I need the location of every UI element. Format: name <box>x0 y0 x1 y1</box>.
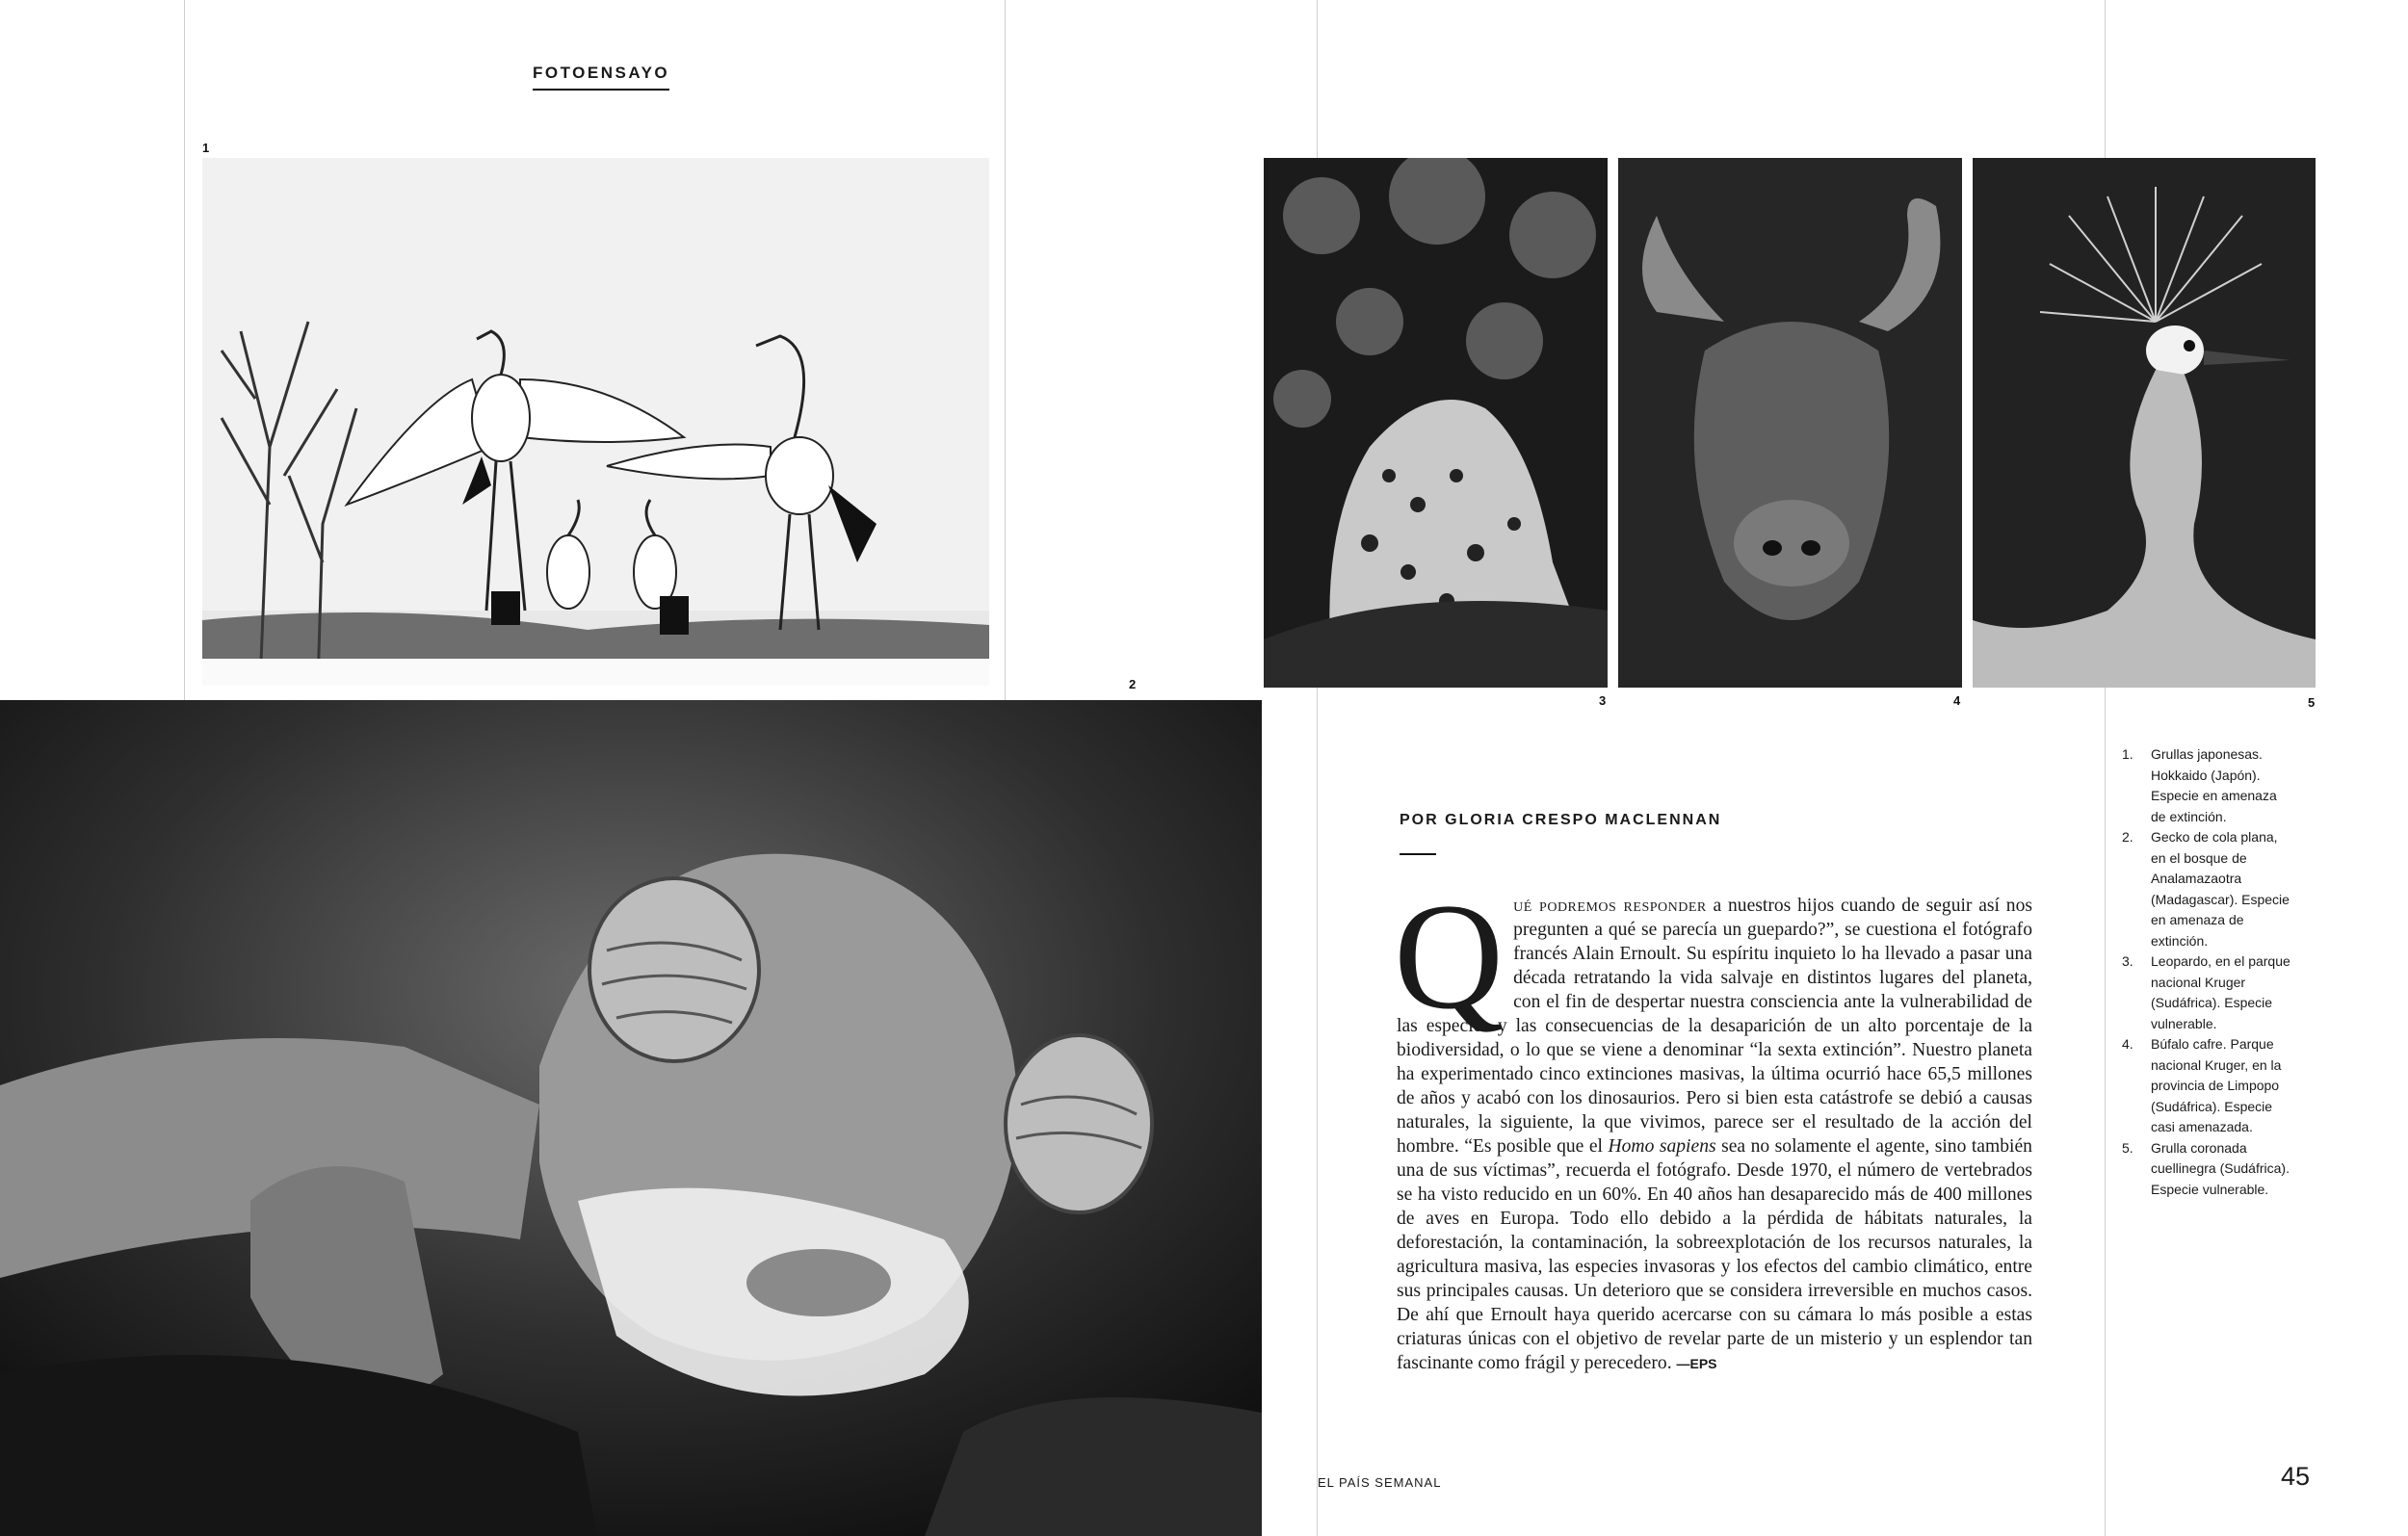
caption-text: Grullas japonesas. Hokkaido (Japón). Especie en amenaza de extinción. <box>2151 746 2277 824</box>
byline: POR GLORIA CRESPO MACLENNAN <box>1400 812 1722 828</box>
section-label: FOTOENSAYO <box>533 64 669 91</box>
article-text-part-1: a nuestros hijos cuando de seguir así nos pregunten a qué se parecía un guepardo?”, se cuestiona el fotógrafo francés Alain Ernoult. Su espíritu inquieto lo ha llevado a pasar una década retratando la vida salvaje en distintos lugares del planeta, con el fin de despertar nuestra consciencia ante la vulnerabilidad de las especies y las consecuencias de la desaparición de un alto porcentaje de la biodiversidad, o lo que se viene a denominar “la sexta extinción”. Nuestro planeta ha experimentado cinco extinciones masivas, la última ocurrió hace 65,5 millones de años y acabó con los dinosaurios. Pero si bien esta catástrofe se debió a causas naturales, la siguiente, la que vivimos, parece ser el resultado de la acción del hombre. “Es posible que el <box>1397 896 2032 1157</box>
page-number: 45 <box>2281 1462 2311 1491</box>
caption-text: Gecko de cola plana, en el bosque de Analamazaotra (Madagascar). Especie en amenaza de extinción. <box>2151 829 2290 949</box>
caption-item <box>2122 951 2295 1034</box>
lead-in: ué podremos responder <box>1513 896 1707 916</box>
caption-item <box>2122 827 2295 951</box>
cranes-photo <box>202 158 989 686</box>
caption-text: Leopardo, en el parque nacional Kruger (Sudáfrica). Especie vulnerable. <box>2151 953 2290 1031</box>
photo-number: 1 <box>202 141 210 155</box>
byline-rule <box>1400 853 1436 855</box>
caption-number: 1. <box>2122 746 2133 762</box>
photo-number: 3 <box>1599 693 1607 708</box>
caption-number: 3. <box>2122 953 2133 969</box>
magazine-name: EL PAÍS SEMANAL <box>1318 1475 1442 1490</box>
caption-item <box>2122 1138 2295 1201</box>
caption-number: 4. <box>2122 1036 2133 1052</box>
photo-number: 5 <box>2308 695 2316 710</box>
caption-number: 5. <box>2122 1139 2133 1156</box>
caption-text: Grulla coronada cuellinegra (Sudáfrica). Especie vulnerable. <box>2151 1139 2290 1197</box>
article-body <box>1394 872 2032 1376</box>
article-italic-term: Homo sapiens <box>1608 1136 1716 1157</box>
drop-cap: Q <box>1394 872 1505 1041</box>
photo-captions <box>2122 744 2295 1200</box>
caption-number: 2. <box>2122 829 2133 845</box>
page-rule-center-left <box>1005 0 1006 700</box>
caption-text: Búfalo cafre. Parque nacional Kruger, en la provincia de Limpopo (Sudáfrica). Especie casi amenazada. <box>2151 1036 2282 1134</box>
page-rule-left <box>184 0 185 700</box>
gecko-photo <box>0 700 1262 1536</box>
photo-number: 4 <box>1953 693 1961 708</box>
article-signature: —EPS <box>1676 1356 1717 1371</box>
leopard-photo <box>1264 158 1608 688</box>
caption-item <box>2122 744 2295 827</box>
caption-item <box>2122 1034 2295 1138</box>
photo-number: 2 <box>1129 677 1137 691</box>
crowned-crane-photo <box>1973 158 2316 688</box>
article-text-part-2: sea no solamente el agente, sino también una de sus víctimas”, recuerda el fotógrafo. Desde 1970, el número de vertebrados se ha visto reducido en un 60%. En 40 años han desaparecido más de 400 millones de aves en Europa. Todo ello debido a la pérdida de hábitats naturales, la deforestación, la contaminación, la sobreexplotación de los recursos naturales, la agricultura masiva, las especies invasoras y los efectos del cambio climático, entre sus principales causas. Un deterioro que se considera irreversible en muchos casos. De ahí que Ernoult haya querido acercarse con su cámara lo más posible a estas criaturas únicas con el objetivo de revelar parte de un misterio y un esplendor tan fascinante como frágil y perecedero. <box>1397 1136 2032 1373</box>
buffalo-photo <box>1618 158 1962 688</box>
